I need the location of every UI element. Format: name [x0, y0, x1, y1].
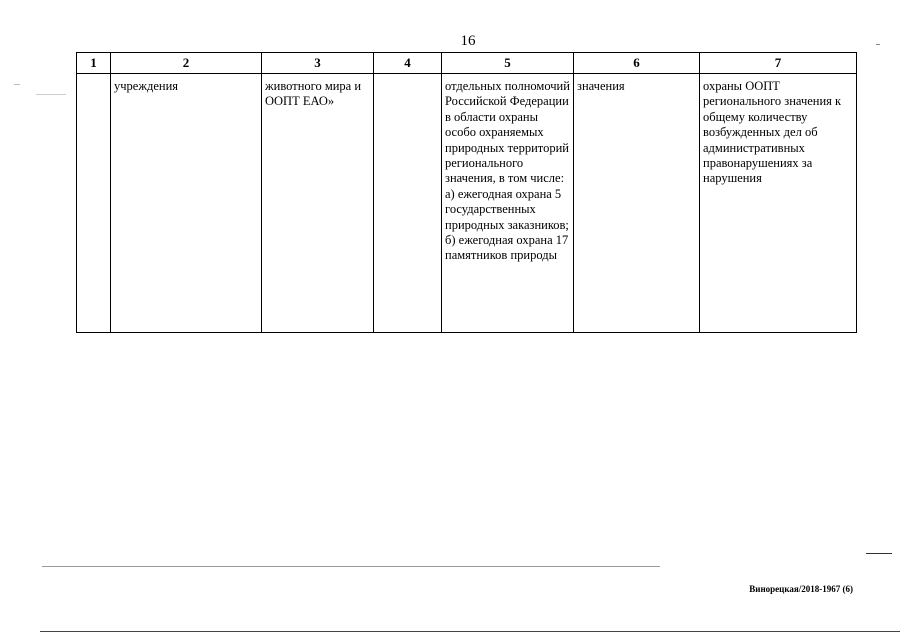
scan-speck [876, 44, 880, 45]
table-cell-col2: учреждения [111, 74, 262, 333]
table-row [77, 74, 857, 333]
table-cell-col1 [77, 74, 111, 333]
table-cell-col4 [374, 74, 442, 333]
scan-speck [36, 94, 66, 95]
column-header-7: 7 [700, 53, 857, 74]
page-number: 16 [460, 33, 476, 49]
column-header-4: 4 [374, 53, 442, 74]
column-header-1: 1 [77, 53, 111, 74]
column-header-6: 6 [574, 53, 700, 74]
scan-line-top [42, 566, 660, 567]
table-cell-col5: отдельных полномочий Российской Федерации в области охраны особо охраняемых природных территорий регионального значения, в том числе: а) ежегодная охрана 5 государственных природных заказников; б) ежегодная охрана 17 памятников природы [442, 74, 574, 333]
table-cell-col7: охраны ООПТ регионального значения к общему количеству возбужденных дел об административных правонарушениях за нарушения [700, 74, 857, 333]
column-header-5: 5 [442, 53, 574, 74]
table-cell-col3: животного мира и ООПТ ЕАО» [262, 74, 374, 333]
scan-speck [14, 84, 20, 85]
data-table [76, 52, 857, 333]
column-header-3: 3 [262, 53, 374, 74]
table-header-row [77, 53, 857, 74]
scan-line-right [866, 553, 892, 554]
column-header-2: 2 [111, 53, 262, 74]
document-code: Винорецкая/2018-1967 (6) [749, 584, 853, 594]
table-cell-col6: значения [574, 74, 700, 333]
scan-line-bottom [40, 631, 900, 632]
